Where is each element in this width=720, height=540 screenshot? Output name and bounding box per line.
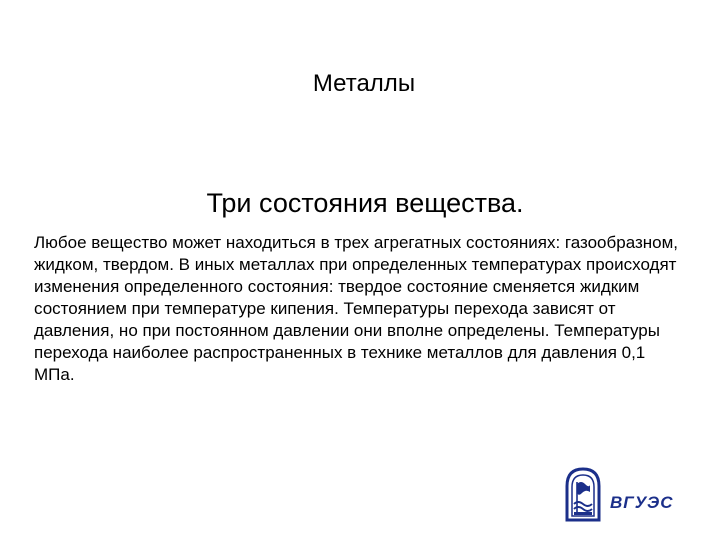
logo-text: ВГУЭС (610, 493, 674, 512)
university-emblem-icon (564, 466, 602, 522)
slide-body-text: Любое вещество может находиться в трех агрегатных состояниях: газообразном, жидком, твердом. В иных металлах при определенных температурах происходят изменения определенного состояния: твердое состояние сменяется жидким состоянием при температуре кипения. Температуры перехода зависят от давления, но при постоянном давлении они вполне определены. Температуры перехода наиболее распространенных в технике металлов для давления 0,1 МПа. (34, 233, 678, 384)
slide-title: Металлы (312, 70, 416, 97)
university-logo (562, 466, 682, 522)
slide-subtitle: Три состояния вещества. (206, 188, 524, 218)
